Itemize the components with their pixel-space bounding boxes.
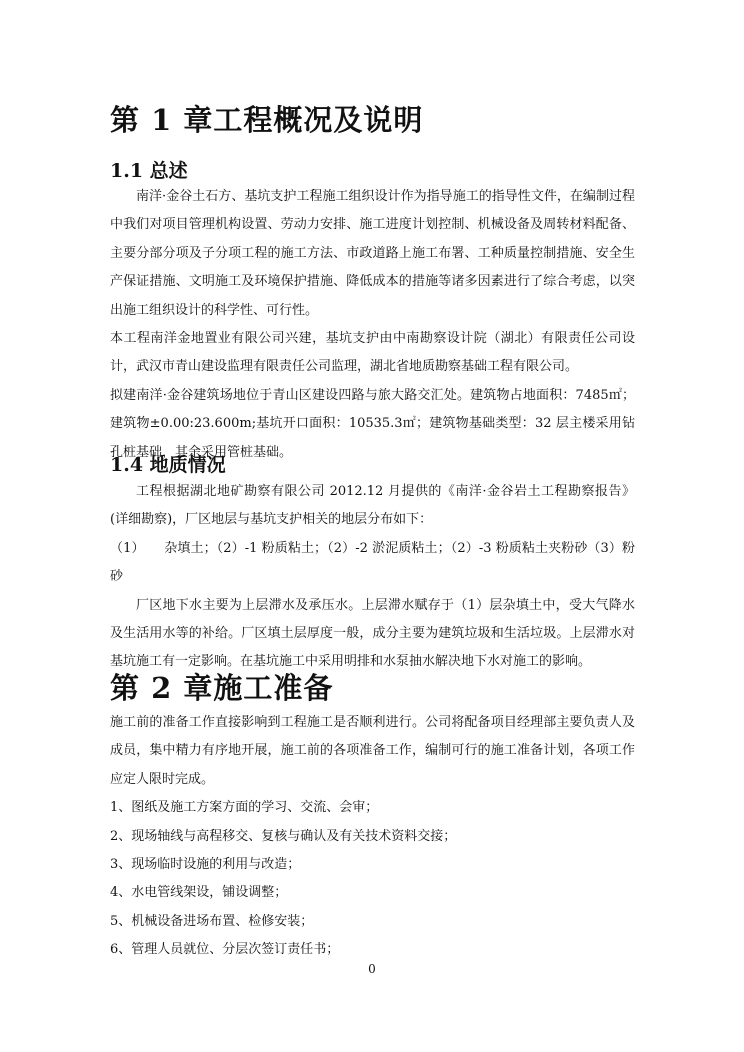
list-item: 6、管理人员就位、分层次签订责任书； <box>110 942 340 958</box>
paragraph: 南洋·金谷土石方、基坑支护工程施工组织设计作为指导施工的指导性文件，在编制过程中我们对项目管理机构设置、劳动力安排、施工进度计划控制、机械设备及周转材料配备、主要分部分项及子分项工程的施工方法、市政道路上施工布署、工种质量控制措施、安全生产保证措施、文明施工及环境保护措施、降低成本的措施等诸多因素进行了综合考虑，以突出施工组织设计的科学性、可行性。 <box>110 189 635 318</box>
section-1-4-title: 1.4 地质情况 <box>110 454 226 476</box>
chapter-1-title: 第 1 章工程概况及说明 <box>110 103 424 137</box>
section-1-1-body <box>110 183 635 467</box>
list-item: 5、机械设备进场布置、检修安装； <box>110 913 314 929</box>
list-item: 3、现场临时设施的利用与改造； <box>110 857 301 873</box>
chapter-2-title: 第 2 章施工准备 <box>110 671 334 705</box>
list-item: 4、水电管线架设，铺设调整； <box>110 885 288 901</box>
list-item: 2、现场轴线与高程移交、复核与确认及有关技术资料交接； <box>110 828 457 844</box>
paragraph: 施工前的准备工作直接影响到工程施工是否顺利进行。公司将配备项目经理部主要负责人及成员，集中精力有序地开展，施工前的各项准备工作，编制可行的施工准备计划，各项工作应定人限时完成。 <box>110 715 635 787</box>
paragraph: 本工程南洋金地置业有限公司兴建，基坑支护由中南勘察设计院（湖北）有限责任公司设计，武汉市青山建设监理有限责任公司监理，湖北省地质勘察基础工程有限公司。 <box>110 331 635 375</box>
paragraph: 拟建南洋·金谷建筑场地位于青山区建设四路与旅大路交汇处。建筑物占地面积：7485㎡；建筑物±0.00:23.600m;基坑开口面积：10535.3㎡；建筑物基础类型：32 层主楼采用钻孔桩基础，其余采用管桩基础。 <box>110 387 635 460</box>
section-1-4-body <box>110 478 635 677</box>
paragraph: 厂区地下水主要为上层滞水及承压水。上层滞水赋存于（1）层杂填土中，受大气降水及生活用水等的补给。厂区填土层厚度一般，成分主要为建筑垃圾和生活垃圾。上层滞水对基坑施工有一定影响。在基坑施工中采用明排和水泵抽水解决地下水对施工的影响。 <box>110 597 635 670</box>
list-item: 1、图纸及施工方案方面的学习、交流、会审； <box>110 800 379 816</box>
chapter-2-body <box>110 709 635 965</box>
paragraph: （1） 杂填土；（2）-1 粉质粘土；（2）-2 淤泥质粘土；（2）-3 粉质粘土夹粉砂（3）粉砂 <box>110 540 635 585</box>
section-1-1-title: 1.1 总述 <box>110 160 188 182</box>
page-number: 0 <box>368 962 376 976</box>
paragraph: 工程根据湖北地矿勘察有限公司 2012.12 月提供的《南洋·金谷岩土工程勘察报告》(详细勘察)，厂区地层与基坑支护相关的地层分布如下： <box>110 484 635 528</box>
